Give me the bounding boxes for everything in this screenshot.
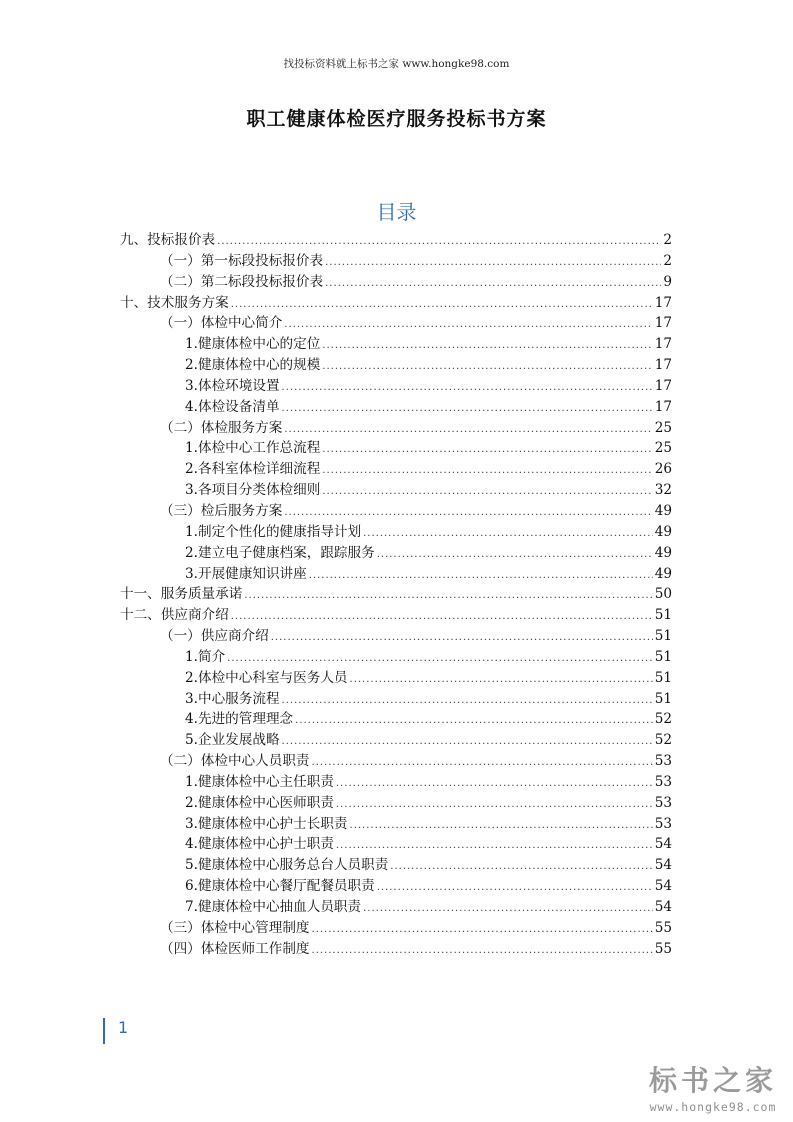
toc-dot-leader xyxy=(325,253,661,274)
toc-entry-title: 1.健康体检中心的定位 xyxy=(185,336,321,353)
toc-entry-title: 1.体检中心工作总流程 xyxy=(185,440,321,457)
page-number: 1 xyxy=(118,1018,129,1037)
toc-dot-leader xyxy=(231,607,653,628)
toc-dot-leader xyxy=(322,336,652,357)
toc-entry-title: 3.开展健康知识讲座 xyxy=(185,565,307,582)
toc-entry[interactable] xyxy=(120,438,672,459)
toc-entry-title: 1.制定个性化的健康指导计划 xyxy=(185,523,362,540)
toc-entry[interactable] xyxy=(120,313,672,334)
toc-entry-title: 3.体检环境设置 xyxy=(185,377,280,394)
toc-entry-title: 2.各科室体检详细流程 xyxy=(185,461,321,478)
toc-entry-title: 九、投标报价表 xyxy=(120,232,216,248)
document-title: 职工健康体检医疗服务投标书方案 xyxy=(246,108,547,130)
toc-entry-title: （一）第一标段投标报价表 xyxy=(160,252,324,269)
toc-entry-page: 2 xyxy=(663,252,672,269)
toc-entry-page: 52 xyxy=(654,711,672,728)
toc-dot-leader xyxy=(231,295,653,316)
toc-entry-title: 4.体检设备清单 xyxy=(185,398,280,415)
toc-entry[interactable] xyxy=(120,814,672,835)
toc-entry-page: 53 xyxy=(654,815,672,832)
toc-entry-title: 5.企业发展战略 xyxy=(185,732,280,749)
toc-entry-page: 17 xyxy=(654,398,672,415)
toc-entry-title: （一）供应商介绍 xyxy=(160,628,269,645)
toc-entry-page: 17 xyxy=(654,357,672,374)
toc-entry[interactable] xyxy=(120,689,672,710)
toc-entry[interactable] xyxy=(120,772,672,793)
toc-entry-page: 50 xyxy=(654,586,672,603)
toc-entry-page: 26 xyxy=(654,461,672,478)
toc-entry-page: 9 xyxy=(663,273,672,290)
toc-entry-title: （二）体检中心人员职责 xyxy=(160,753,310,770)
toc-entry-title: 3.中心服务流程 xyxy=(185,690,280,707)
toc-entry-title: 2.体检中心科室与医务人员 xyxy=(185,669,348,686)
toc-entry[interactable] xyxy=(120,918,672,939)
toc-entry-title: （四）体检医师工作制度 xyxy=(160,940,310,957)
toc-dot-leader xyxy=(377,545,653,566)
toc-entry[interactable] xyxy=(120,355,672,376)
toc-dot-leader xyxy=(227,649,653,670)
toc-dot-leader xyxy=(282,399,653,420)
toc-entry-page: 54 xyxy=(654,857,672,874)
toc-dot-leader xyxy=(244,586,652,607)
logo-main-text: 标书之家 xyxy=(648,1064,777,1097)
toc-entry-page: 17 xyxy=(654,294,672,311)
toc-entry[interactable] xyxy=(120,293,672,314)
toc-entry-page: 55 xyxy=(654,940,672,957)
toc-entry[interactable] xyxy=(120,626,672,647)
toc-dot-leader xyxy=(336,795,653,816)
brand-logo xyxy=(638,1066,788,1114)
toc-entry[interactable] xyxy=(120,751,672,772)
toc-entry-title: 4.健康体检中心护士职责 xyxy=(185,836,334,853)
toc-dot-leader xyxy=(284,315,652,336)
logo-url: www.hongke98.com xyxy=(649,1100,777,1114)
toc-entry-title: 3.各项目分类体检细则 xyxy=(185,482,321,499)
table-of-contents xyxy=(120,230,672,960)
toc-entry-title: 十、技术服务方案 xyxy=(120,294,229,311)
toc-entry-page: 49 xyxy=(654,502,672,519)
toc-entry-title: （三）体检中心管理制度 xyxy=(160,919,310,936)
toc-entry[interactable] xyxy=(120,855,672,876)
toc-entry[interactable] xyxy=(120,501,672,522)
toc-entry[interactable] xyxy=(120,584,672,605)
toc-dot-leader xyxy=(282,732,653,753)
toc-entry[interactable] xyxy=(120,376,672,397)
toc-dot-leader xyxy=(312,753,653,774)
toc-dot-leader xyxy=(271,628,653,649)
page-number-bar xyxy=(103,1018,105,1044)
toc-dot-leader xyxy=(312,920,653,941)
toc-entry[interactable] xyxy=(120,793,672,814)
toc-entry[interactable] xyxy=(120,834,672,855)
toc-entry-page: 53 xyxy=(654,794,672,811)
toc-dot-leader xyxy=(217,232,661,253)
toc-entry[interactable] xyxy=(120,564,672,585)
toc-dot-leader xyxy=(350,670,653,691)
toc-entry-title: 2.建立电子健康档案，跟踪服务 xyxy=(185,544,375,561)
toc-dot-leader xyxy=(284,503,652,524)
toc-entry[interactable] xyxy=(120,605,672,626)
toc-entry-page: 25 xyxy=(654,419,672,436)
toc-entry-page: 54 xyxy=(654,836,672,853)
toc-entry-title: 十一、服务质量承诺 xyxy=(120,586,243,603)
toc-entry[interactable] xyxy=(120,939,672,960)
toc-entry[interactable] xyxy=(120,647,672,668)
toc-entry-title: 1.简介 xyxy=(185,648,226,665)
toc-entry-page: 51 xyxy=(654,690,672,707)
toc-entry[interactable] xyxy=(120,668,672,689)
toc-entry-page: 53 xyxy=(654,773,672,790)
toc-entry[interactable] xyxy=(120,334,672,355)
toc-entry[interactable] xyxy=(120,230,672,251)
toc-entry-title: 4.先进的管理理念 xyxy=(185,711,294,728)
toc-entry-page: 51 xyxy=(654,607,672,624)
toc-entry-page: 54 xyxy=(654,899,672,915)
toc-entry-title: （二）第二标段投标报价表 xyxy=(160,273,324,290)
toc-dot-leader xyxy=(336,836,653,857)
toc-dot-leader xyxy=(322,482,652,503)
toc-entry-page: 54 xyxy=(654,878,672,895)
toc-entry-page: 49 xyxy=(654,565,672,582)
toc-entry-title: 十二、供应商介绍 xyxy=(120,607,229,624)
toc-entry[interactable] xyxy=(120,897,672,918)
toc-entry-title: 7.健康体检中心抽血人员职责 xyxy=(185,899,362,915)
toc-entry-title: （一）体检中心简介 xyxy=(160,315,283,332)
toc-dot-leader xyxy=(282,691,653,712)
toc-entry[interactable] xyxy=(120,709,672,730)
toc-entry-page: 53 xyxy=(654,753,672,770)
header-note: 找投标资料就上标书之家 www.hongke98.com xyxy=(283,58,510,70)
toc-entry-page: 17 xyxy=(654,315,672,332)
toc-entry[interactable] xyxy=(120,543,672,564)
toc-dot-leader xyxy=(363,524,653,545)
toc-entry-title: （二）体检服务方案 xyxy=(160,419,283,436)
toc-entry-page: 49 xyxy=(654,523,672,540)
toc-dot-leader xyxy=(350,816,653,837)
toc-entry[interactable] xyxy=(120,480,672,501)
toc-entry[interactable] xyxy=(120,459,672,480)
toc-entry-page: 17 xyxy=(654,336,672,353)
toc-entry-page: 51 xyxy=(654,648,672,665)
toc-entry-title: 1.健康体检中心主任职责 xyxy=(185,773,334,790)
toc-entry[interactable] xyxy=(120,522,672,543)
toc-entry-page: 32 xyxy=(654,482,672,499)
toc-entry-page: 17 xyxy=(654,377,672,394)
toc-entry[interactable] xyxy=(120,418,672,439)
toc-entry-title: 2.健康体检中心医师职责 xyxy=(185,794,334,811)
toc-entry-title: 5.健康体检中心服务总台人员职责 xyxy=(185,857,389,874)
toc-entry[interactable] xyxy=(120,730,672,751)
toc-entry[interactable] xyxy=(120,876,672,897)
toc-entry-page: 49 xyxy=(654,544,672,561)
toc-entry-page: 25 xyxy=(654,440,672,457)
toc-dot-leader xyxy=(322,440,652,461)
toc-entry-title: 3.健康体检中心护士长职责 xyxy=(185,815,348,832)
toc-dot-leader xyxy=(284,420,652,441)
toc-dot-leader xyxy=(309,566,653,587)
toc-dot-leader xyxy=(325,274,661,295)
toc-dot-leader xyxy=(336,774,653,795)
toc-entry-title: 6.健康体检中心餐厅配餐员职责 xyxy=(185,878,375,895)
toc-entry-page: 51 xyxy=(654,669,672,686)
toc-dot-leader xyxy=(322,357,652,378)
toc-entry[interactable] xyxy=(120,272,672,293)
toc-dot-leader xyxy=(295,711,653,732)
toc-dot-leader xyxy=(390,857,652,878)
toc-entry-page: 55 xyxy=(654,919,672,936)
toc-entry[interactable] xyxy=(120,251,672,272)
toc-entry-title: 2.健康体检中心的规模 xyxy=(185,357,321,374)
toc-entry-page: 52 xyxy=(654,732,672,749)
toc-dot-leader xyxy=(312,941,653,962)
toc-entry-page: 51 xyxy=(654,628,672,645)
toc-dot-leader xyxy=(377,878,653,899)
toc-dot-leader xyxy=(282,378,653,399)
toc-heading: 目录 xyxy=(376,200,417,224)
toc-entry-title: （三）检后服务方案 xyxy=(160,502,283,519)
toc-dot-leader xyxy=(322,461,652,482)
toc-dot-leader xyxy=(363,899,653,920)
toc-entry[interactable] xyxy=(120,397,672,418)
toc-entry-page: 2 xyxy=(663,232,672,248)
